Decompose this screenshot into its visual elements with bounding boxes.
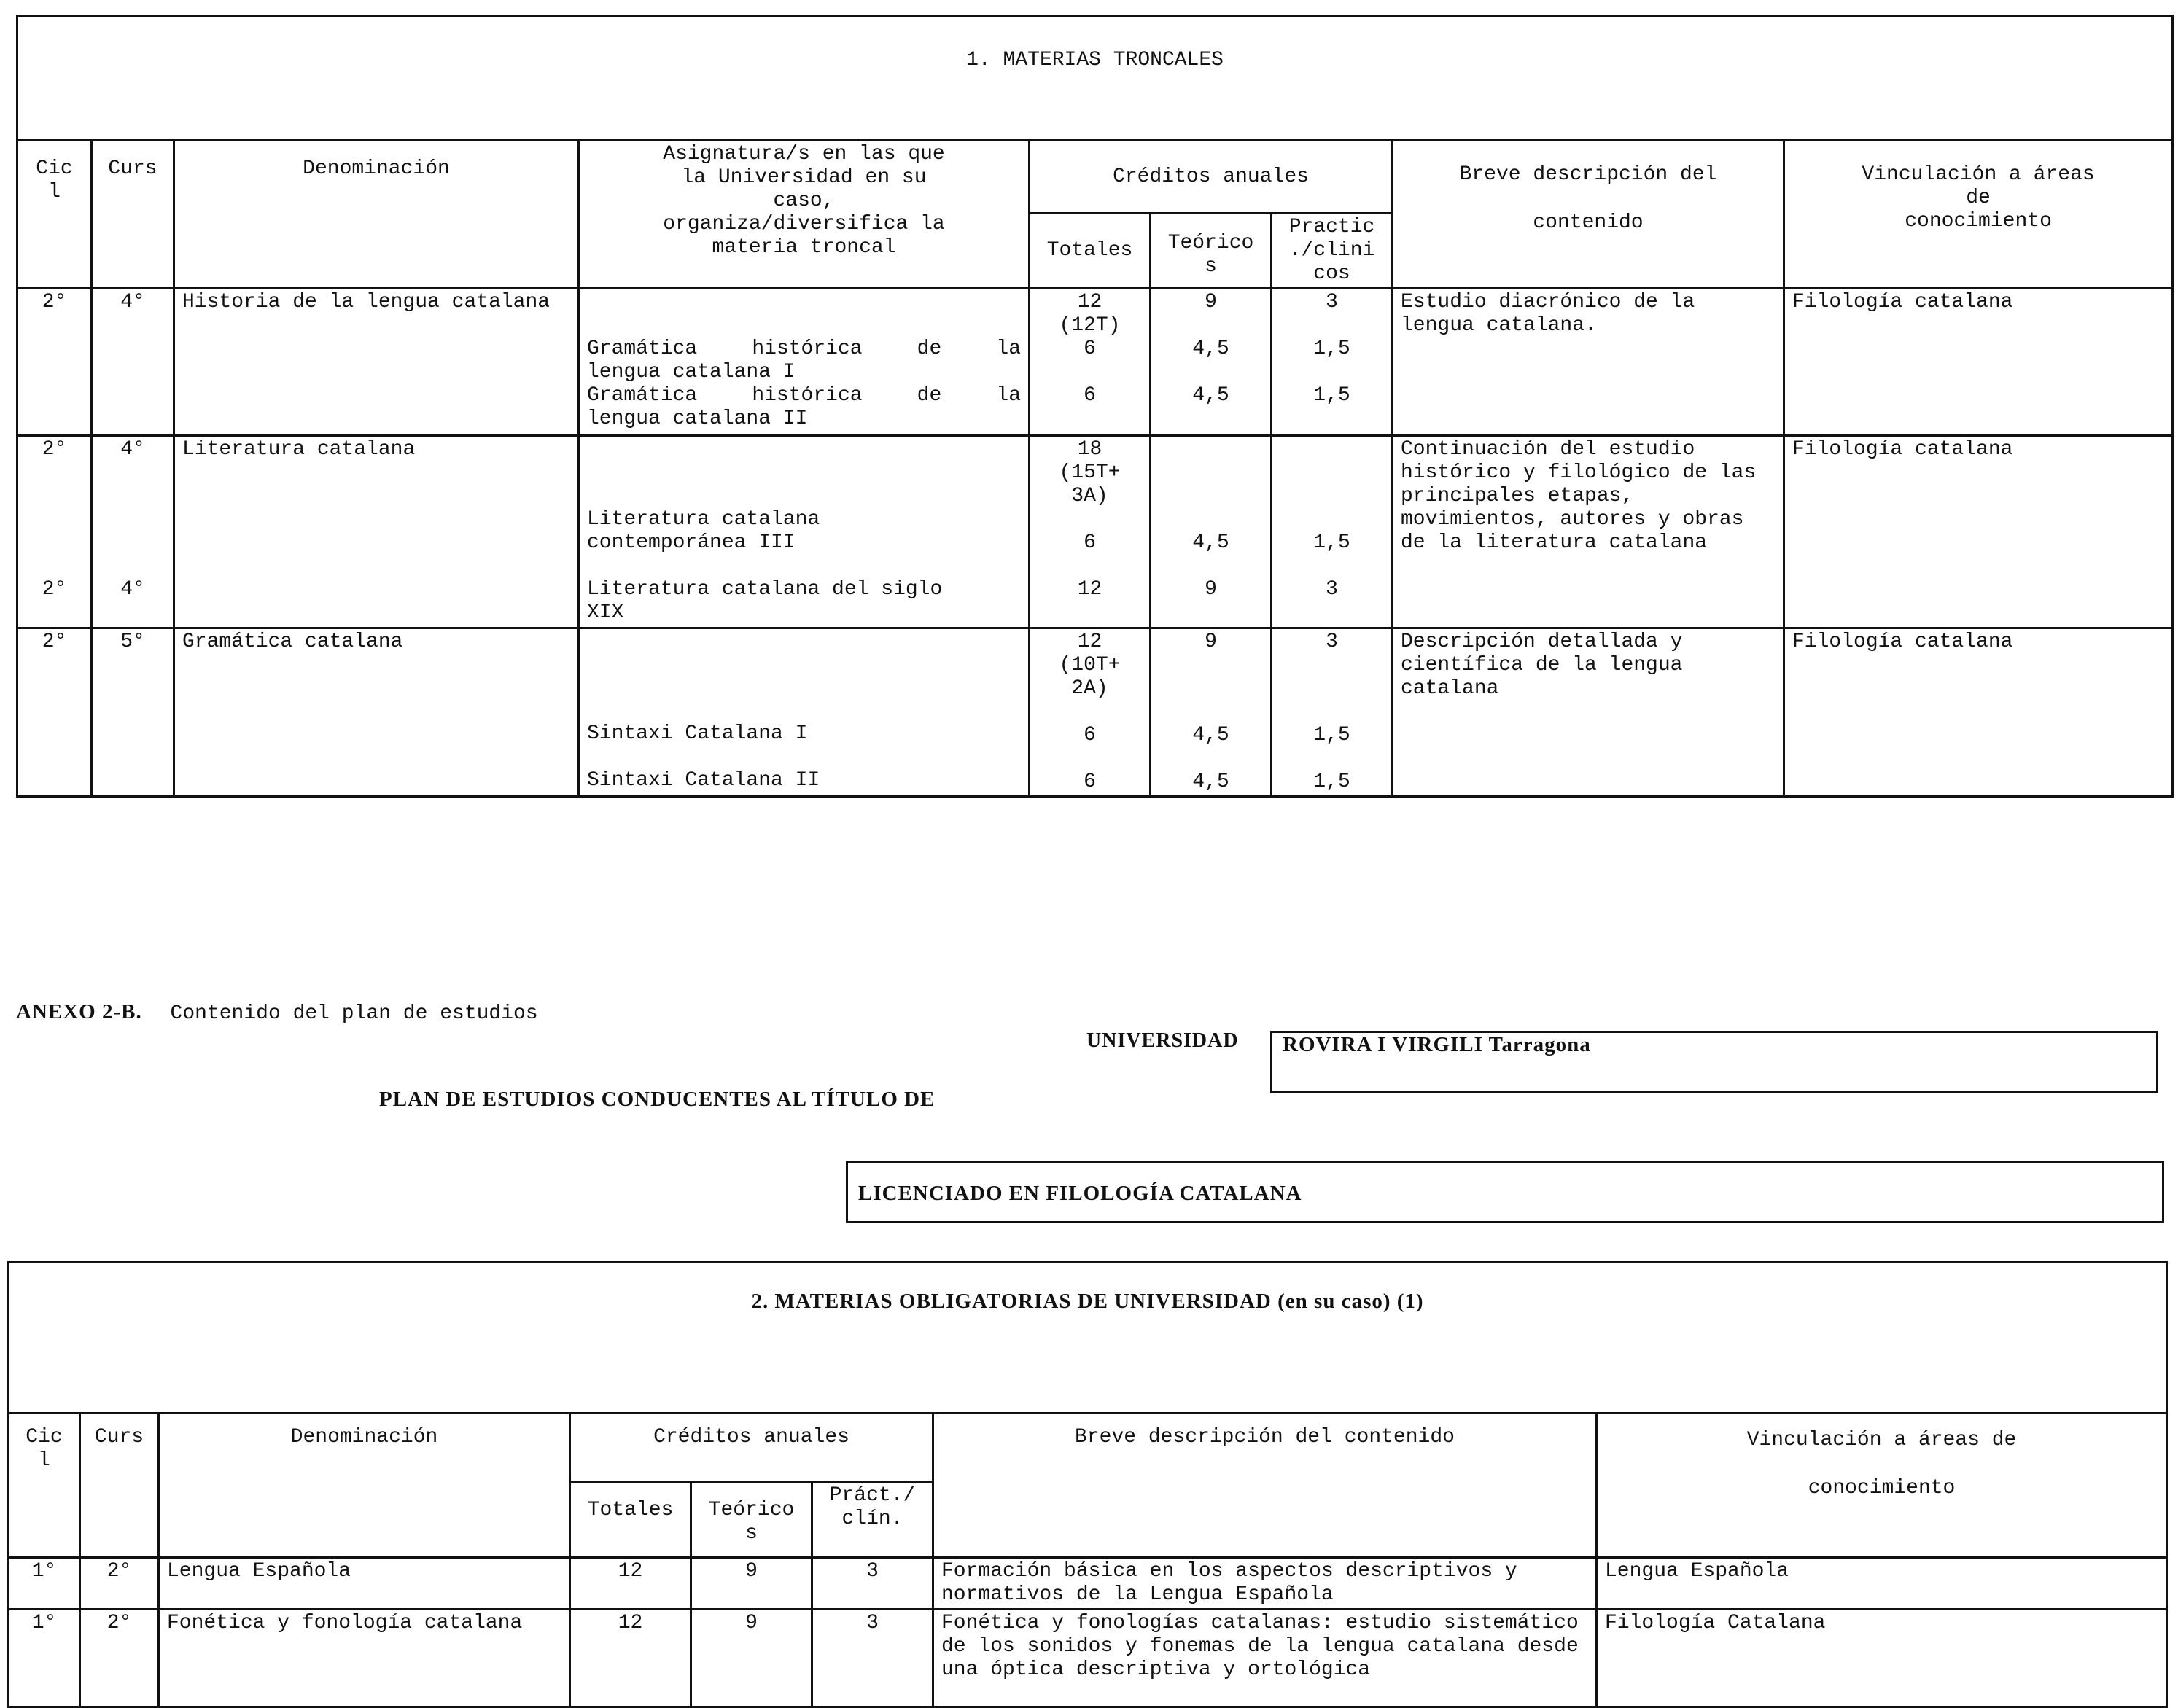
header-totales: Totales	[570, 1482, 691, 1558]
row-denominacion: Literatura catalana	[174, 436, 579, 628]
universidad-value: ROVIRA I VIRGILI Tarragona	[1283, 1033, 1591, 1056]
row-cicle: 2°	[17, 289, 92, 436]
obligatorias-title: 2. MATERIAS OBLIGATORIAS DE UNIVERSIDAD (en su caso) (1)	[751, 1290, 1424, 1313]
totales-value: (12T)	[1059, 314, 1121, 337]
row-descripcion: Descripción detallada y científica de la lengua catalana	[1393, 628, 1784, 797]
subject-teoricos: 4,5	[1192, 384, 1229, 407]
header-descripcion-line: contenido	[1533, 211, 1644, 234]
subject-name: lengua catalana II	[587, 407, 808, 430]
anexo-text: Contenido del plan de estudios	[170, 1002, 538, 1025]
row-curs: 4°	[92, 289, 174, 436]
teoricos-value: 9	[1205, 631, 1217, 653]
row-teoricos	[1151, 628, 1272, 797]
header-creditos: Créditos anuales	[570, 1413, 933, 1482]
header-vinculacion	[1597, 1413, 2167, 1558]
troncales-title: 1. MATERIAS TRONCALES	[966, 49, 1224, 71]
table-row	[9, 1558, 2167, 1610]
subject-totales: 6	[1084, 724, 1096, 746]
row-cicle: 2°	[17, 628, 92, 797]
row-practicos: 3	[812, 1558, 933, 1610]
row-descripcion: Estudio diacrónico de la lengua catalana.	[1393, 289, 1784, 436]
row-totales	[1030, 628, 1151, 797]
row-cicle	[17, 436, 92, 628]
subject-name: Literatura catalana del siglo	[587, 578, 943, 601]
totales-value: 12	[1077, 291, 1102, 313]
row-curs	[92, 436, 174, 628]
subject-name: Sintaxi Catalana II	[587, 769, 820, 792]
row-totales: 12	[570, 1610, 691, 1707]
header-denominacion: Denominación	[174, 141, 579, 289]
cicle-value: 2°	[42, 578, 67, 601]
row-totales	[1030, 436, 1151, 628]
row-cicle: 1°	[9, 1610, 80, 1707]
subject-practicos: 3	[1326, 578, 1338, 601]
row-curs: 2°	[80, 1558, 159, 1610]
totales-value: 18	[1077, 438, 1102, 461]
row-vinculacion: Filología Catalana	[1597, 1610, 2167, 1707]
row-asignaturas	[579, 289, 1030, 436]
subject-teoricos: 4,5	[1192, 771, 1229, 793]
row-denominacion: Gramática catalana	[174, 628, 579, 797]
curs-value: 4°	[120, 578, 145, 601]
table-row	[17, 289, 2173, 436]
header-practicos-line: cos	[1313, 262, 1350, 285]
row-descripcion: Formación básica en los aspectos descriptivos y normativos de la Lengua Española	[933, 1558, 1597, 1610]
subject-name: lengua catalana I	[587, 361, 796, 383]
header-asignatura-line: la Universidad en su	[681, 166, 927, 189]
plan-label: PLAN DE ESTUDIOS CONDUCENTES AL TÍTULO DE	[379, 1088, 936, 1111]
subject-practicos: 1,5	[1313, 531, 1350, 554]
cicle-value: 2°	[42, 438, 67, 461]
row-curs: 2°	[80, 1610, 159, 1707]
header-descripcion-line: Breve descripción del	[1459, 163, 1717, 186]
subject-practicos: 1,5	[1313, 384, 1350, 407]
header-practicos-line: Practic	[1288, 216, 1375, 238]
header-practicos-line: clín.	[841, 1508, 903, 1530]
table-row	[17, 628, 2173, 797]
header-curs: Curs	[92, 141, 174, 289]
row-practicos	[1272, 436, 1393, 628]
subject-totales: 6	[1084, 338, 1096, 360]
header-teoricos	[1151, 214, 1272, 289]
subject-name: Literatura catalana	[587, 508, 820, 531]
header-vinculacion	[1784, 141, 2173, 289]
subject-totales: 6	[1084, 531, 1096, 554]
header-curs: Curs	[80, 1413, 159, 1558]
row-descripcion: Fonética y fonologías catalanas: estudio sistemático de los sonidos y fonemas de la lengua catalana desde una óptica descriptiva y ortológica	[933, 1610, 1597, 1707]
subject-totales: 12	[1077, 578, 1102, 601]
subject-name: Gramática histórica de la	[587, 384, 1021, 407]
header-asignatura-line: materia troncal	[712, 236, 896, 259]
header-descripcion	[1393, 141, 1784, 289]
header-teoricos-line: Teórico	[708, 1499, 795, 1521]
subject-name: Gramática histórica de la	[587, 338, 1021, 360]
row-practicos	[1272, 289, 1393, 436]
header-cicle: Cic l	[9, 1413, 80, 1558]
subject-practicos: 1,5	[1313, 771, 1350, 793]
header-teoricos-line: s	[745, 1522, 758, 1545]
row-descripcion: Continuación del estudio histórico y filológico de las principales etapas, movimientos, autores y obras de la literatura catalana	[1393, 436, 1784, 628]
table-row	[17, 436, 2173, 628]
header-practicos-line: Práct./	[829, 1484, 916, 1507]
header-teoricos	[691, 1482, 812, 1558]
row-denominacion: Historia de la lengua catalana	[174, 289, 579, 436]
anexo-label: ANEXO 2-B.	[16, 1000, 142, 1023]
troncales-table	[16, 15, 2174, 798]
totales-value: (15T+	[1059, 461, 1121, 484]
practicos-value: 3	[1326, 291, 1338, 313]
totales-value: 3A)	[1071, 485, 1108, 507]
header-asignatura	[579, 141, 1030, 289]
subject-teoricos: 4,5	[1192, 531, 1229, 554]
header-practicos	[1272, 214, 1393, 289]
row-totales: 12	[570, 1558, 691, 1610]
row-denominacion: Lengua Española	[159, 1558, 570, 1610]
teoricos-value: 9	[1205, 291, 1217, 313]
row-vinculacion: Filología catalana	[1784, 628, 2173, 797]
header-vinculacion-line: conocimiento	[1808, 1477, 1956, 1500]
table-row	[9, 1610, 2167, 1707]
header-vinculacion-line: Vinculación a áreas de	[1746, 1429, 2017, 1451]
row-curs: 5°	[92, 628, 174, 797]
header-teoricos-line: s	[1205, 255, 1217, 278]
row-practicos	[1272, 628, 1393, 797]
troncales-title-cell	[17, 16, 2173, 141]
row-vinculacion: Filología catalana	[1784, 436, 2173, 628]
row-teoricos: 9	[691, 1610, 812, 1707]
subject-name: Sintaxi Catalana I	[587, 722, 808, 745]
obligatorias-title-cell	[9, 1263, 2167, 1413]
header-vinculacion-line: Vinculación a áreas	[1862, 163, 2095, 186]
practicos-value: 3	[1326, 631, 1338, 653]
totales-value: 2A)	[1071, 677, 1108, 700]
universidad-box	[1270, 1031, 2158, 1093]
subject-totales: 6	[1084, 771, 1096, 793]
row-cicle: 1°	[9, 1558, 80, 1610]
header-teoricos-line: Teórico	[1167, 232, 1254, 254]
header-asignatura-line: organiza/diversifica la	[663, 213, 945, 235]
subject-teoricos: 4,5	[1192, 724, 1229, 746]
header-asignatura-line: caso,	[773, 190, 835, 212]
row-asignaturas	[579, 436, 1030, 628]
subject-practicos: 1,5	[1313, 724, 1350, 746]
header-denominacion: Denominación	[159, 1413, 570, 1558]
header-descripcion: Breve descripción del contenido	[933, 1413, 1597, 1558]
row-practicos: 3	[812, 1610, 933, 1707]
subject-teoricos: 4,5	[1192, 338, 1229, 360]
header-vinculacion-line: conocimiento	[1905, 210, 2052, 233]
row-teoricos: 9	[691, 1558, 812, 1610]
row-totales	[1030, 289, 1151, 436]
universidad-label: UNIVERSIDAD	[1086, 1029, 1239, 1052]
row-vinculacion: Lengua Española	[1597, 1558, 2167, 1610]
titulo-value: LICENCIADO EN FILOLOGÍA CATALANA	[858, 1182, 1302, 1205]
header-totales: Totales	[1030, 214, 1151, 289]
curs-value: 4°	[120, 438, 145, 461]
row-asignaturas	[579, 628, 1030, 797]
totales-value: 12	[1077, 631, 1102, 653]
subject-practicos: 1,5	[1313, 338, 1350, 360]
obligatorias-table	[7, 1261, 2168, 1708]
totales-value: (10T+	[1059, 654, 1121, 676]
subject-name: contemporánea III	[587, 531, 796, 554]
header-creditos: Créditos anuales	[1030, 141, 1393, 214]
titulo-box	[846, 1161, 2164, 1223]
row-teoricos	[1151, 436, 1272, 628]
anexo-heading	[16, 1000, 538, 1025]
header-practicos	[812, 1482, 933, 1558]
header-practicos-line: ./clini	[1288, 239, 1375, 262]
subject-teoricos: 9	[1205, 578, 1217, 601]
header-cicle: Cic l	[17, 141, 92, 289]
row-vinculacion: Filología catalana	[1784, 289, 2173, 436]
subject-totales: 6	[1084, 384, 1096, 407]
subject-name: XIX	[587, 601, 624, 624]
row-teoricos	[1151, 289, 1272, 436]
header-vinculacion-line: de	[1966, 187, 1991, 209]
header-asignatura-line: Asignatura/s en las que	[663, 143, 945, 165]
row-denominacion: Fonética y fonología catalana	[159, 1610, 570, 1707]
